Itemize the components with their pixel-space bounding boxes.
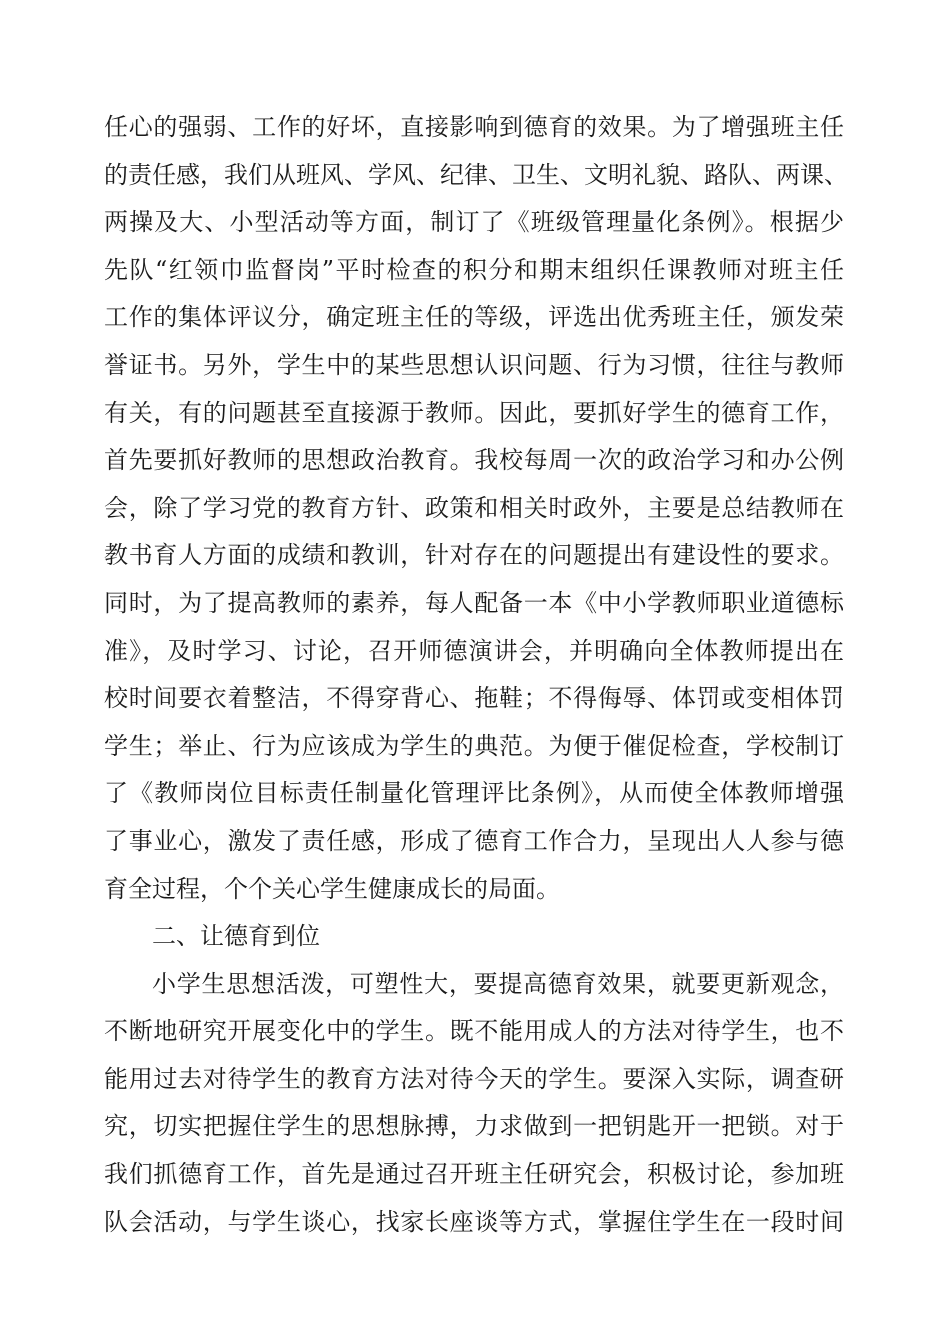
text-line: 两操及大、小型活动等方面，制订了《班级管理量化条例》。根据少: [104, 208, 844, 237]
text-line: 我们抓德育工作，首先是通过召开班主任研究会，积极讨论，参加班: [104, 1160, 844, 1189]
text-line: 会，除了学习党的教育方针、政策和相关时政外，主要是总结教师在: [104, 493, 844, 522]
text-line: 能用过去对待学生的教育方法对待今天的学生。要深入实际，调查研: [104, 1064, 844, 1093]
text-line: 教书育人方面的成绩和教训，针对存在的问题提出有建设性的要求。: [104, 541, 844, 570]
text-line: 任心的强弱、工作的好坏，直接影响到德育的效果。为了增强班主任: [104, 113, 844, 141]
text-line: 先队“红领巾监督岗”平时检查的积分和期末组织任课教师对班主任: [104, 255, 844, 284]
text-line: 准》，及时学习、讨论，召开师德演讲会，并明确向全体教师提出在: [104, 636, 844, 665]
text-line: 究，切实把握住学生的思想脉搏，力求做到一把钥匙开一把锁。对于: [104, 1112, 844, 1141]
text-line: 不断地研究开展变化中的学生。既不能用成人的方法对待学生，也不: [104, 1017, 844, 1046]
text-line: 同时，为了提高教师的素养，每人配备一本《中小学教师职业道德标: [104, 588, 844, 617]
text-line: 首先要抓好教师的思想政治教育。我校每周一次的政治学习和办公例: [104, 446, 844, 475]
text-line: 工作的集体评议分，确定班主任的等级，评选出优秀班主任，颁发荣: [104, 303, 844, 332]
paragraph-first-line: 小学生思想活泼，可塑性大，要提高德育效果，就要更新观念，: [152, 969, 844, 998]
text-line: 有关，有的问题甚至直接源于教师。因此，要抓好学生的德育工作，: [104, 398, 844, 427]
text-line: 誉证书。另外，学生中的某些思想认识问题、行为习惯，往往与教师: [104, 350, 844, 379]
text-line: 队会活动，与学生谈心，找家长座谈等方式，掌握住学生在一段时间: [104, 1207, 844, 1236]
section-heading: 二、让德育到位: [152, 922, 320, 951]
text-line: 的责任感，我们从班风、学风、纪律、卫生、文明礼貌、路队、两课、: [104, 160, 848, 189]
text-line-last: 育全过程，个个关心学生健康成长的局面。: [104, 874, 560, 903]
text-line: 校时间要衣着整洁，不得穿背心、拖鞋；不得侮辱、体罚或变相体罚: [104, 684, 844, 713]
text-line: 了事业心，激发了责任感，形成了德育工作合力，呈现出人人参与德: [104, 826, 844, 855]
text-line: 学生；举止、行为应该成为学生的典范。为便于催促检查，学校制订: [104, 731, 844, 760]
text-line: 了《教师岗位目标责任制量化管理评比条例》，从而使全体教师增强: [104, 779, 844, 808]
document-page: [104, 104, 848, 1246]
